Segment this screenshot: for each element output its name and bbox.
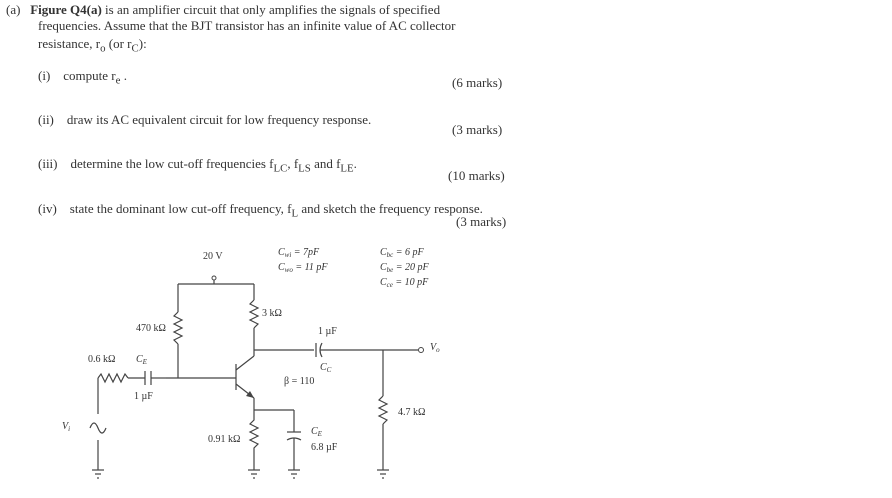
re-resistor — [250, 410, 258, 470]
item-i-marks: (6 marks) — [452, 75, 503, 90]
cwo-label: $C_{wo} = 11$ pF — [278, 262, 328, 274]
cce-label: $C_{ce} = 10$ pF — [380, 277, 429, 289]
cbe-label: $C_{be} = 20$ pF — [380, 262, 429, 274]
vi-label: $V_i$ — [62, 421, 71, 433]
beta-label: β = 110 — [284, 376, 315, 387]
item-i: (i) compute $r_e$ . — [38, 68, 127, 87]
rs-label: 0.6 kΩ — [88, 354, 116, 365]
cc-label: $C_C$ — [320, 362, 332, 374]
rc-resistor — [250, 300, 258, 328]
cc-value: 1 µF — [318, 326, 337, 337]
item-iii: (iii) determine the low cut-off frequencies $f_{LC}$, $f_{LS}$ and $f_{LE}$. — [38, 156, 357, 175]
r1-resistor — [174, 312, 182, 344]
svg-text:20 V: 20 V — [203, 251, 223, 262]
question-line-3: resistance, $r_o$ (or $r_C$): — [38, 36, 147, 55]
question-text-1: is an amplifier circuit that only amplifies the signals of specified — [101, 2, 441, 17]
item-iv: (iv) state the dominant low cut-off frequency, $f_L$ and sketch the frequency response. — [38, 201, 483, 220]
item-iii-marks: (10 marks) — [448, 168, 505, 183]
r1-label: 470 kΩ — [136, 323, 166, 334]
re-label: 0.91 kΩ — [208, 434, 241, 445]
rs-resistor — [98, 374, 128, 382]
item-ii-marks: (3 marks) — [452, 122, 503, 137]
cwi-label: $C_{wi} = 7pF$ — [278, 247, 320, 259]
part-label: (a) — [6, 2, 21, 17]
question-line-2: frequencies. Assume that the BJT transistor has an infinite value of AC collector — [38, 18, 456, 33]
item-iv-marks: (3 marks) — [456, 214, 507, 229]
ce-value: 6.8 µF — [311, 442, 338, 453]
source-icon — [90, 423, 106, 433]
vo-label: $V_o$ — [430, 342, 440, 354]
figure-ref: Figure Q4(a) — [30, 2, 102, 17]
cs-label: $C_E$ — [136, 354, 147, 366]
rl-resistor — [379, 396, 387, 424]
cbc-label: $C_{bc} = 6$ pF — [380, 247, 424, 259]
ground-icon — [92, 470, 389, 478]
rc-label: 3 kΩ — [262, 308, 282, 319]
item-ii: (ii) draw its AC equivalent circuit for low frequency response. — [38, 112, 372, 127]
ce-label: $C_E$ — [311, 426, 322, 438]
rl-label: 4.7 kΩ — [398, 407, 426, 418]
bjt-transistor — [236, 350, 314, 410]
vcc-terminal — [203, 251, 223, 284]
cs-value: 1 µF — [134, 391, 153, 402]
